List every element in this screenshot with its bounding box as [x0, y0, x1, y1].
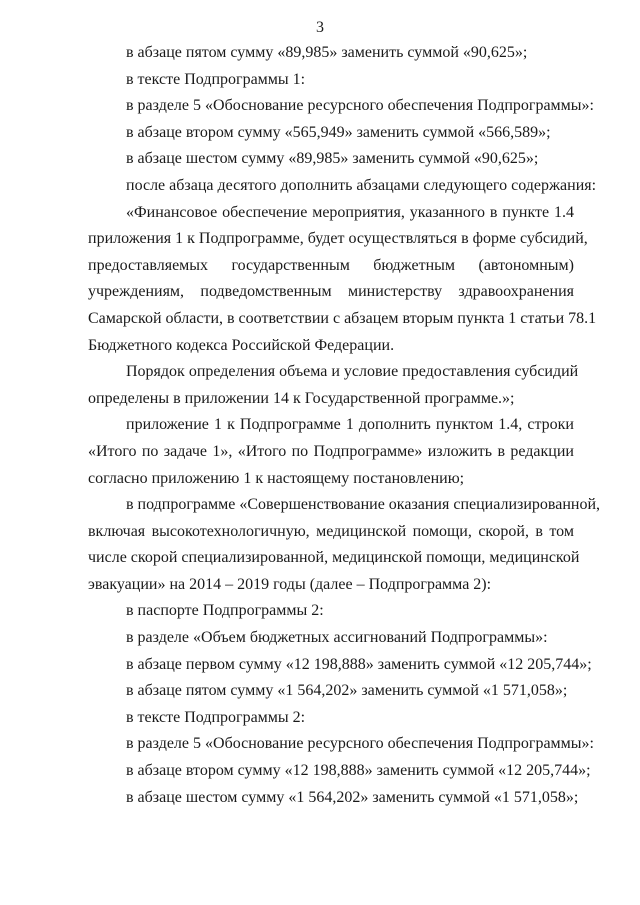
text-line: включая высокотехнологичную, медицинской помощи, скорой, в том	[88, 522, 574, 540]
text-line: Самарской области, в соответствии с абзацем вторым пункта 1 статьи 78.1	[88, 309, 597, 327]
text-line: учреждениям, подведомственным министерству здравоохранения	[88, 283, 574, 301]
text-line: в абзаце втором сумму «12 198,888» заменить суммой «12 205,744»;	[126, 762, 591, 780]
text-line: согласно приложению 1 к настоящему постановлению;	[88, 469, 465, 487]
text-line: «Итого по задаче 1», «Итого по Подпрограмме» изложить в редакции	[88, 442, 574, 460]
text-line: предоставляемых государственным бюджетным (автономным)	[88, 256, 574, 274]
text-line: в абзаце шестом сумму «89,985» заменить суммой «90,625»;	[126, 150, 539, 168]
text-line: в разделе «Объем бюджетных ассигнований Подпрограммы»:	[126, 629, 548, 647]
text-line: в тексте Подпрограммы 1:	[126, 70, 306, 88]
text-line: в разделе 5 «Обоснование ресурсного обеспечения Подпрограммы»:	[126, 97, 594, 115]
text-line: в абзаце пятом сумму «89,985» заменить суммой «90,625»;	[126, 44, 528, 61]
text-line: приложение 1 к Подпрограмме 1 дополнить пунктом 1.4, строки	[126, 416, 574, 434]
page-number: 3	[316, 19, 324, 36]
text-line: в абзаце пятом сумму «1 564,202» заменить суммой «1 571,058»;	[126, 682, 568, 700]
text-line: числе скорой специализированной, медицинской помощи, медицинской	[88, 549, 580, 567]
text-line: в разделе 5 «Обоснование ресурсного обеспечения Подпрограммы»:	[126, 735, 594, 753]
document-body	[88, 40, 601, 811]
text-line: в абзаце первом сумму «12 198,888» заменить суммой «12 205,744»;	[126, 655, 592, 673]
text-line: Бюджетного кодекса Российской Федерации.	[88, 336, 395, 354]
text-line: в подпрограмме «Совершенствование оказания специализированной,	[126, 496, 601, 514]
text-line: в паспорте Подпрограммы 2:	[126, 602, 324, 620]
text-line: «Финансовое обеспечение мероприятия, указанного в пункте 1.4	[126, 203, 574, 221]
text-line: приложения 1 к Подпрограмме, будет осуществляться в форме субсидий,	[88, 230, 588, 248]
text-line: в абзаце втором сумму «565,949» заменить суммой «566,589»;	[126, 123, 551, 141]
text-line: определены в приложении 14 к Государственной программе.»;	[88, 389, 515, 407]
text-line: Порядок определения объема и условие предоставления субсидий	[126, 363, 579, 381]
text-line: в тексте Подпрограммы 2:	[126, 708, 306, 726]
text-line: эвакуации» на 2014 – 2019 годы (далее – Подпрограмма 2):	[88, 575, 492, 593]
text-line: после абзаца десятого дополнить абзацами следующего содержания:	[126, 176, 597, 194]
text-line: в абзаце шестом сумму «1 564,202» заменить суммой «1 571,058»;	[126, 788, 579, 806]
